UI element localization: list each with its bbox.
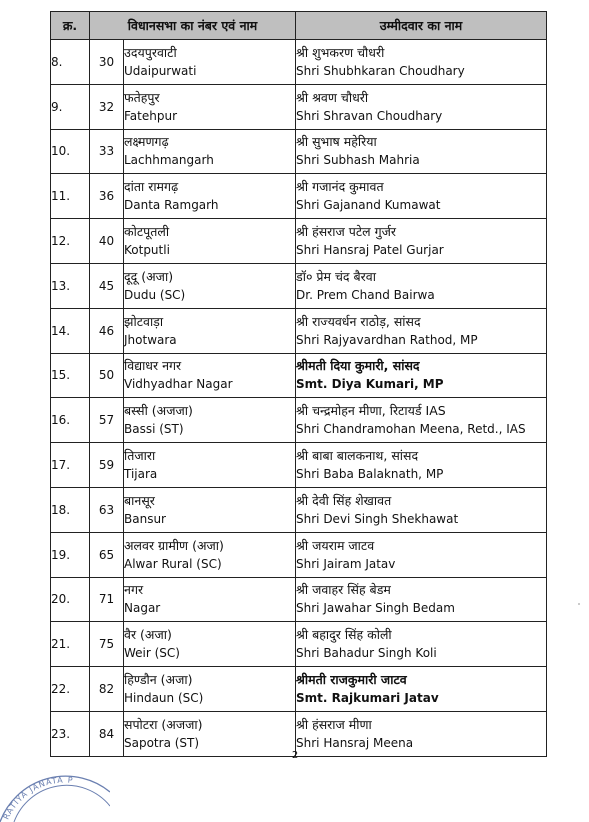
constituency-name-english: Lachhmangarh [124,153,214,168]
table-row [51,84,547,129]
constituency-name-hindi: लक्ष्मणगढ़ [124,134,169,150]
table-row [51,487,547,532]
constituency-name-english: Fatehpur [124,108,178,123]
table-row [51,667,547,712]
constituency-name-hindi: फतेहपुर [124,89,160,105]
serial-cell: 17. [51,443,90,488]
candidate-table [50,11,547,757]
candidate-name-english: Dr. Prem Chand Bairwa [296,287,435,302]
constituency-name-hindi: हिण्डौन (अजा) [124,672,193,688]
table-row [51,129,547,174]
constituency-name-english: Nagar [124,601,161,616]
candidate-name-hindi: श्री गजानंद कुमावत [296,179,384,195]
candidate-name-cell [296,263,547,308]
candidate-name-english: Shri Jawahar Singh Bedam [296,601,455,616]
candidate-name-hindi: श्री राज्यवर्धन राठोड़, सांसद [296,313,421,329]
serial-cell: 9. [51,84,90,129]
candidate-name-english: Smt. Diya Kumari, MP [296,377,444,392]
constituency-name-hindi: बस्सी (अजजा) [124,403,193,419]
candidate-name-english: Shri Devi Singh Shekhawat [296,511,459,526]
candidate-name-cell [296,129,547,174]
constituency-name-hindi: बानसूर [124,492,155,508]
candidate-name-english: Shri Bahadur Singh Koli [296,646,437,661]
table-row [51,398,547,443]
constituency-name-english: Vidhyadhar Nagar [124,377,233,392]
constituency-name-english: Jhotwara [124,332,177,347]
table-row [51,532,547,577]
candidate-name-cell [296,353,547,398]
constituency-name-cell [124,308,296,353]
candidate-name-cell [296,667,547,712]
constituency-name-cell [124,353,296,398]
constituency-name-cell [124,398,296,443]
serial-cell: 19. [51,532,90,577]
constituency-name-cell [124,263,296,308]
constituency-number: 84 [90,711,124,756]
table-row [51,263,547,308]
constituency-number: 63 [90,487,124,532]
candidate-name-hindi: श्री हंसराज पटेल गुर्जर [296,224,397,240]
candidate-name-english: Shri Baba Balaknath, MP [296,467,444,482]
table-row [51,353,547,398]
candidate-name-cell [296,308,547,353]
serial-cell: 22. [51,667,90,712]
constituency-name-english: Weir (SC) [124,646,180,661]
constituency-name-cell [124,40,296,85]
candidate-name-hindi: श्री चन्द्रमोहन मीणा, रिटायर्ड IAS [296,403,446,419]
table-row [51,622,547,667]
constituency-name-cell [124,622,296,667]
constituency-name-english: Bansur [124,511,166,526]
constituency-name-hindi: झोटवाड़ा [124,313,164,329]
table-row [51,443,547,488]
candidate-name-hindi: श्री शुभकरण चौधरी [296,44,385,60]
constituency-number: 40 [90,219,124,264]
constituency-name-english: Kotputli [124,243,170,258]
constituency-number: 50 [90,353,124,398]
header-constituency: विधानसभा का नंबर एवं नाम [90,12,296,40]
candidate-name-english: Smt. Rajkumari Jatav [296,691,439,706]
constituency-name-english: Hindaun (SC) [124,691,204,706]
constituency-name-hindi: वैर (अजा) [124,627,172,643]
candidate-name-cell [296,174,547,219]
candidate-name-cell [296,219,547,264]
candidate-name-english: Shri Gajanand Kumawat [296,198,441,213]
serial-cell: 10. [51,129,90,174]
constituency-number: 33 [90,129,124,174]
constituency-name-cell [124,443,296,488]
candidate-name-english: Shri Jairam Jatav [296,556,396,571]
table-row [51,219,547,264]
serial-cell: 18. [51,487,90,532]
constituency-name-cell [124,577,296,622]
constituency-name-cell [124,711,296,756]
candidate-name-hindi: श्री श्रवण चौधरी [296,89,369,105]
constituency-name-hindi: दांता रामगढ़ [124,179,179,195]
constituency-name-hindi: कोटपूतली [124,224,170,240]
candidate-name-cell [296,711,547,756]
constituency-name-cell [124,84,296,129]
candidate-name-hindi: श्री बहादुर सिंह कोली [296,627,392,643]
constituency-number: 57 [90,398,124,443]
constituency-name-english: Danta Ramgarh [124,198,219,213]
constituency-name-english: Alwar Rural (SC) [124,556,222,571]
constituency-number: 71 [90,577,124,622]
constituency-name-hindi: नगर [124,582,144,598]
candidate-name-english: Shri Subhash Mahria [296,153,420,168]
constituency-name-hindi: विद्याधर नगर [124,358,182,374]
candidate-name-cell [296,40,547,85]
constituency-name-cell [124,532,296,577]
candidate-name-cell [296,84,547,129]
table-row [51,577,547,622]
constituency-number: 82 [90,667,124,712]
constituency-name-english: Dudu (SC) [124,287,186,302]
table-row [51,308,547,353]
candidate-name-english: Shri Hansraj Meena [296,735,414,750]
serial-cell: 16. [51,398,90,443]
constituency-name-english: Bassi (ST) [124,422,184,437]
serial-cell: 13. [51,263,90,308]
constituency-number: 30 [90,40,124,85]
serial-cell: 23. [51,711,90,756]
constituency-number: 65 [90,532,124,577]
candidate-name-english: Shri Hansraj Patel Gurjar [296,243,444,258]
constituency-name-hindi: दूदू (अजा) [124,268,174,284]
serial-cell: 15. [51,353,90,398]
constituency-name-english: Tijara [124,467,158,482]
candidate-name-cell [296,398,547,443]
constituency-name-hindi: उदयपुरवाटी [124,44,177,60]
constituency-name-cell [124,219,296,264]
constituency-name-cell [124,129,296,174]
constituency-number: 75 [90,622,124,667]
candidate-name-hindi: श्री हंसराज मीणा [296,716,372,732]
constituency-number: 32 [90,84,124,129]
candidate-name-hindi: श्री बाबा बालकनाथ, सांसद [296,448,419,464]
serial-cell: 11. [51,174,90,219]
header-candidate: उम्मीदवार का नाम [296,12,547,40]
constituency-name-cell [124,174,296,219]
candidate-name-hindi: श्री देवी सिंह शेखावत [296,492,392,508]
table-row [51,40,547,85]
candidate-name-english: Shri Shubhkaran Choudhary [296,63,465,78]
candidate-name-cell [296,532,547,577]
serial-cell: 14. [51,308,90,353]
serial-cell: 21. [51,622,90,667]
candidate-name-cell [296,622,547,667]
candidate-name-hindi: श्री सुभाष महेरिया [296,134,377,150]
candidate-name-hindi: श्री जवाहर सिंह बेडम [296,582,391,598]
serial-cell: 20. [51,577,90,622]
constituency-name-english: Sapotra (ST) [124,735,200,750]
constituency-name-cell [124,487,296,532]
page-number: 2 [291,750,299,761]
constituency-number: 36 [90,174,124,219]
candidate-name-cell [296,487,547,532]
candidate-name-hindi: डॉ० प्रेम चंद बैरवा [296,268,376,284]
party-seal [0,762,110,822]
candidate-name-english: Shri Chandramohan Meena, Retd., IAS [296,422,526,437]
constituency-number: 45 [90,263,124,308]
table-row [51,174,547,219]
candidate-name-hindi: श्रीमती दिया कुमारी, सांसद [296,358,420,374]
constituency-name-hindi: अलवर ग्रामीण (अजा) [124,537,224,553]
constituency-name-english: Udaipurwati [124,63,197,78]
seal-text: RATIYA JANATA P [1,775,74,821]
margin-speck [578,603,580,605]
candidate-name-cell [296,577,547,622]
header-serial: क्र. [51,12,90,40]
table-header [51,12,547,40]
candidate-name-hindi: श्रीमती राजकुमारी जाटव [296,672,407,688]
serial-cell: 8. [51,40,90,85]
candidate-name-english: Shri Shravan Choudhary [296,108,443,123]
table-body [51,40,547,757]
constituency-number: 59 [90,443,124,488]
candidate-name-hindi: श्री जयराम जाटव [296,537,375,553]
constituency-name-cell [124,667,296,712]
candidate-name-english: Shri Rajyavardhan Rathod, MP [296,332,478,347]
serial-cell: 12. [51,219,90,264]
constituency-number: 46 [90,308,124,353]
candidate-name-cell [296,443,547,488]
constituency-name-hindi: तिजारा [124,448,156,464]
constituency-name-hindi: सपोटरा (अजजा) [124,716,203,732]
